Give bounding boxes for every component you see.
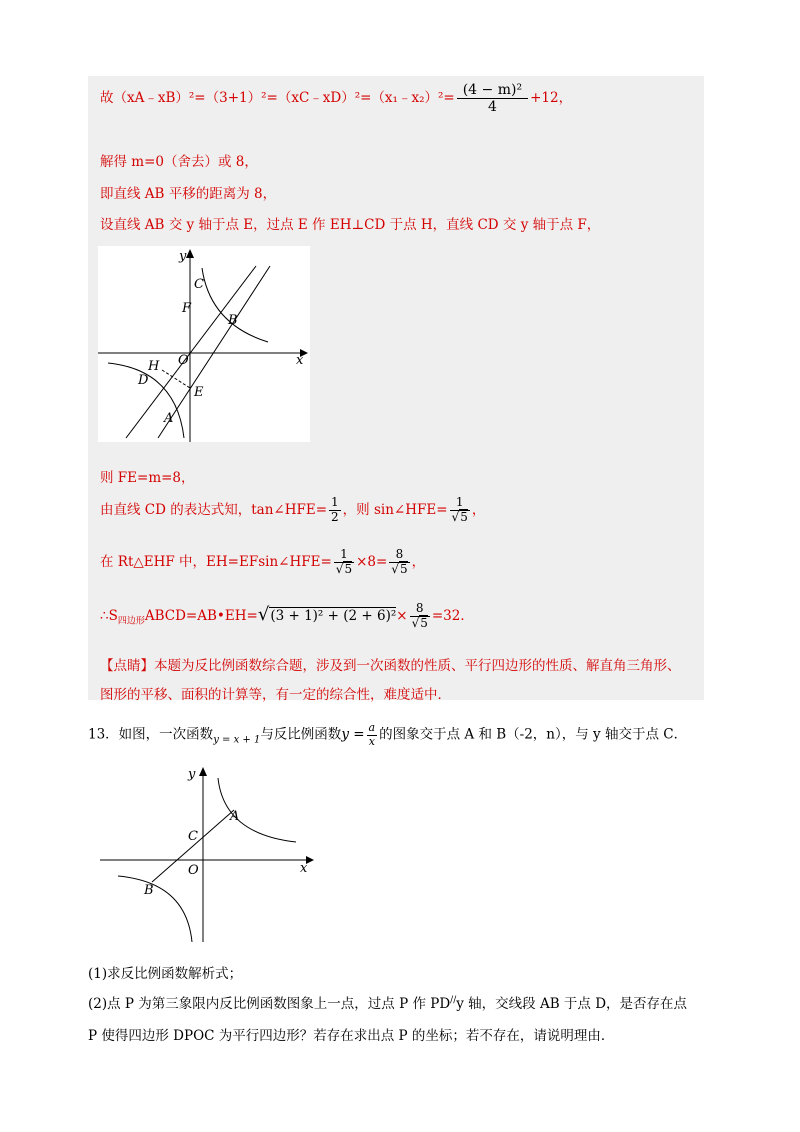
line1-frac-den: 4 (487, 99, 497, 116)
fig2-label-a: A (230, 809, 240, 824)
p13-prefix: 13．如图，一次函数 (88, 726, 214, 743)
line8-fraction (410, 602, 430, 631)
fig1-line-ab (158, 266, 270, 438)
figure-1 (98, 246, 310, 442)
q2-parallel-symbol: // (450, 995, 457, 1006)
line6-prefix: 由直线 CD 的表达式知，tan∠HFE= (100, 501, 328, 518)
solution-line-6 (100, 496, 485, 525)
p13-inverse-lhs: y = (341, 726, 365, 743)
figure-2 (100, 764, 315, 944)
solution-line-3: 即直线 AB 平移的距离为 8， (100, 186, 277, 202)
line7-frac1-den: 5 (344, 561, 353, 576)
line7-mid: ×8= (356, 553, 388, 570)
line6-frac2-num: 1 (450, 496, 470, 511)
fig1-label-y: y (179, 249, 187, 264)
line8-frac-den-root: √5 (411, 615, 428, 630)
line1-frac-num: (4 − m)² (457, 82, 528, 99)
fig1-label-h: H (148, 359, 160, 374)
line7-fraction-1 (334, 548, 354, 577)
p13-inverse-fraction (367, 722, 378, 748)
line7-prefix: 在 Rt△EHF 中，EH=EFsin∠HFE= (100, 553, 332, 570)
solution-line-7 (100, 548, 425, 577)
line7-frac2-den-root: √5 (391, 561, 408, 576)
line8-mid: ABCD=AB•EH= (144, 607, 258, 624)
line6-fraction-2 (450, 496, 470, 525)
line8-suffix: =32． (431, 607, 474, 624)
p13-inverse-den: x (368, 734, 375, 748)
solution-line-5: 则 FE=m=8， (100, 470, 195, 486)
solution-line-2: 解得 m=0（舍去）或 8， (100, 154, 258, 170)
line7-frac1-den-root: √5 (335, 561, 353, 576)
line6-suffix: ， (471, 501, 486, 518)
p13-inverse-num: a (368, 721, 376, 734)
line6-frac2-den-root: √5 (451, 509, 468, 524)
fig2-label-y: y (188, 767, 196, 782)
q2-prefix: (2)点 P 为第三象限内反比例函数图象上一点，过点 P 作 PD (88, 996, 451, 1012)
line8-root-content: (3 + 1)² + (2 + 6)² (270, 607, 397, 624)
line6-frac1-num: 1 (331, 495, 339, 509)
fig1-label-e: E (194, 385, 204, 400)
fig1-line-cd (126, 266, 256, 438)
line6-frac1-den: 2 (331, 509, 339, 524)
fig2-label-o: O (188, 863, 199, 878)
fig1-label-x: x (296, 353, 304, 368)
line7-frac2-num: 8 (389, 548, 409, 563)
line6-frac2-den: 5 (460, 509, 468, 524)
line8-frac-num: 8 (410, 602, 430, 617)
fig1-label-c: C (194, 277, 204, 292)
question-1: (1)求反比例函数解析式； (88, 966, 243, 982)
line7-frac1-num: 1 (334, 548, 354, 563)
line8-root: √(3 + 1)² + (2 + 6)² (257, 603, 397, 625)
line8-subscript: 四边形 (117, 616, 145, 627)
p13-mid1: 与反比例函数 (260, 726, 342, 743)
solution-line-8 (100, 602, 474, 631)
line1-prefix: 故（xA﹣xB）²=（3+1）²=（xC﹣xD）²=（x₁﹣x₂）²= (100, 90, 455, 107)
fig2-hyperbola-q3 (118, 876, 192, 942)
line8-frac-den: 5 (420, 615, 428, 630)
solution-line-4: 设直线 AB 交 y 轴于点 E，过点 E 作 EH⊥CD 于点 H，直线 CD 交 y 轴于点 F， (100, 217, 601, 233)
comment-line-2: 图形的平移、面积的计算等，有一定的综合性，难度适中． (100, 687, 451, 703)
line1-fraction (457, 82, 528, 115)
line8-times: × (396, 607, 408, 624)
fig2-label-b: B (144, 883, 154, 898)
line7-fraction-2 (389, 548, 409, 577)
fig1-label-f: F (182, 301, 192, 316)
fig1-label-o: O (178, 353, 189, 368)
fig1-hyperbola-q1 (202, 268, 268, 342)
line1-suffix: +12， (530, 90, 573, 107)
line6-mid: ，则 sin∠HFE= (342, 501, 448, 518)
p13-linear-expr: y = x + 1 (213, 734, 261, 746)
fig2-label-x: x (300, 861, 308, 876)
comment-line-1: 【点睛】本题为反比例函数综合题，涉及到一次函数的性质、平行四边形的性质、解直角三角形、 (100, 658, 681, 674)
fig2-y-arrow-icon (199, 767, 207, 776)
question-2 (88, 992, 687, 1012)
fig2-label-c: C (188, 829, 198, 844)
fig1-label-b: B (228, 313, 238, 328)
line8-prefix: ∴S (100, 607, 118, 624)
solution-line-1 (100, 82, 572, 115)
figure-2-graph (100, 764, 315, 944)
p13-mid2: 的图象交于点 A 和 B（-2，n），与 y 轴交于点 C． (379, 726, 688, 743)
question-2-line-2: P 使得四边形 DPOC 为平行四边形？若存在求出点 P 的坐标；若不存在，请说明理由． (88, 1028, 615, 1044)
fig1-label-a: A (164, 411, 174, 426)
line7-frac2-den: 5 (399, 561, 408, 576)
fig1-y-arrow-icon (186, 249, 194, 258)
line6-fraction-1 (329, 496, 341, 525)
problem-13-statement (88, 722, 687, 748)
line7-suffix: ， (411, 553, 426, 570)
figure-1-graph (98, 246, 310, 442)
fig1-label-d: D (138, 373, 149, 388)
q2-suffix: y 轴，交线段 AB 于点 D，是否存在点 (456, 996, 688, 1012)
